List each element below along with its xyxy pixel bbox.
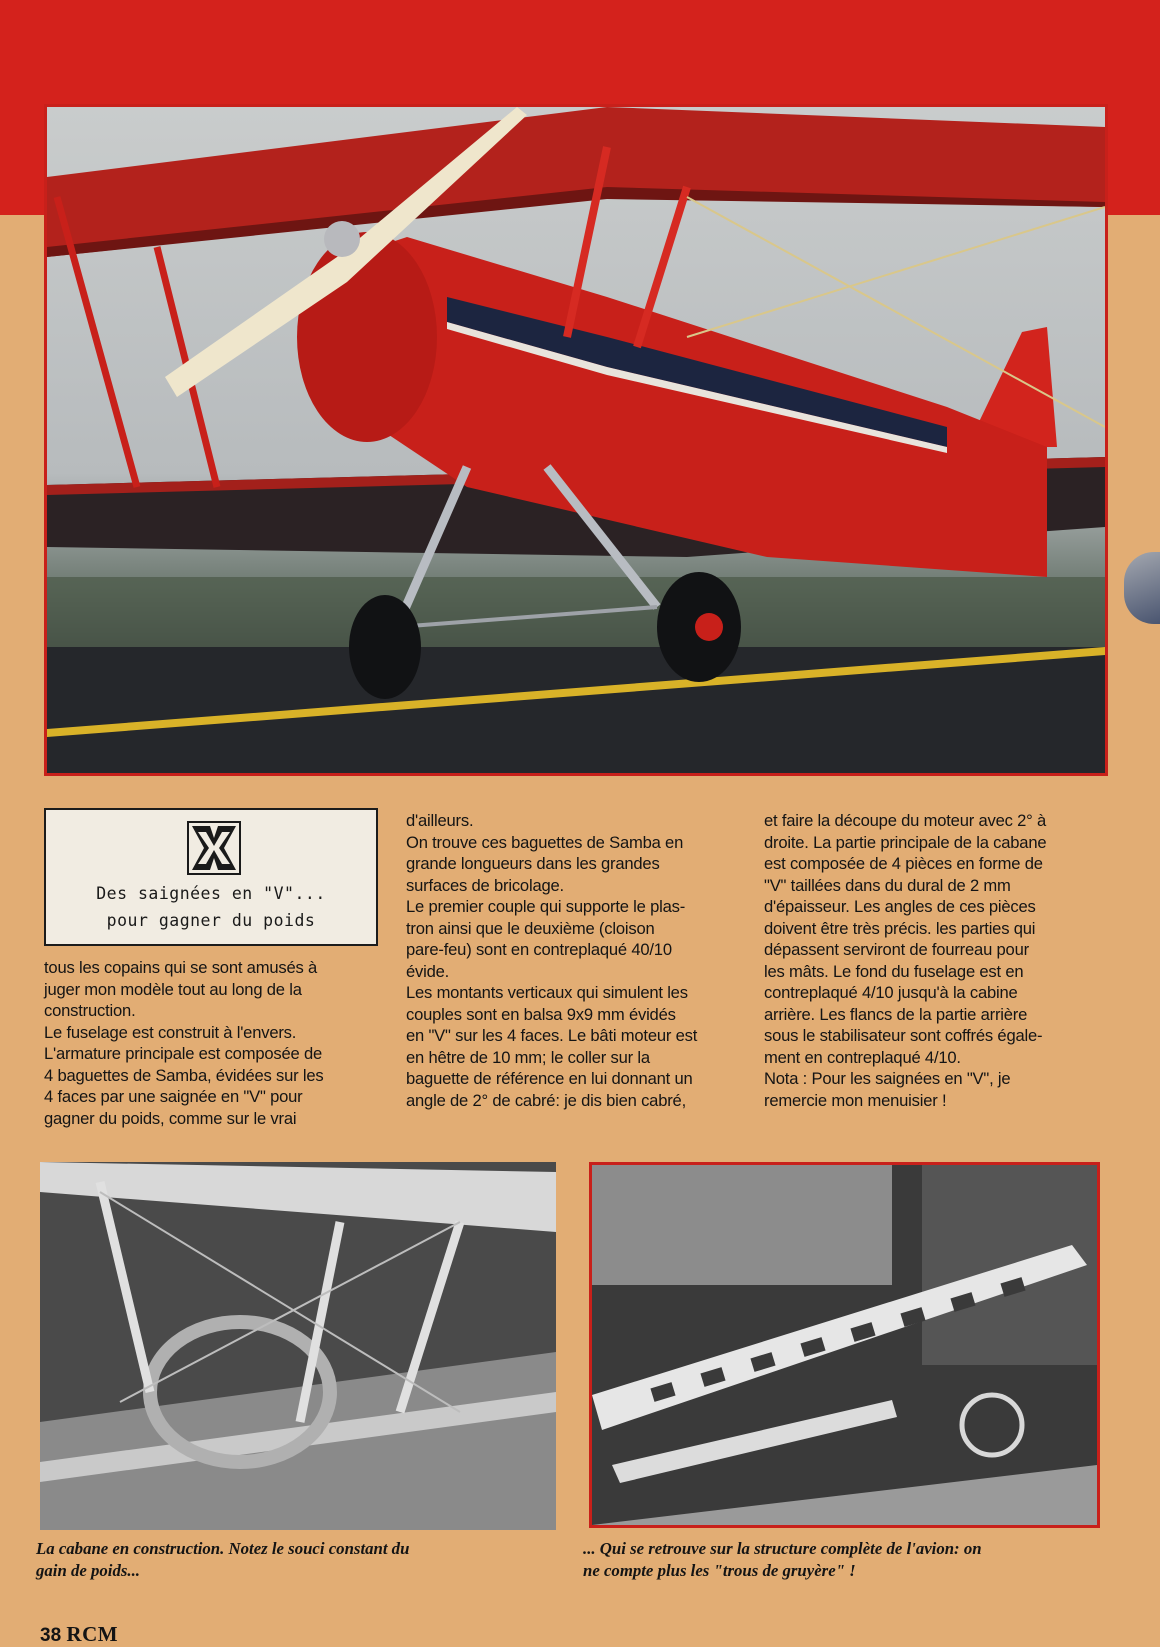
pull-quote-line2: pour gagner du poids [106,911,316,930]
x-icon [186,820,242,876]
page-number: 38 [40,1625,62,1646]
hero-photo-biplane [44,104,1108,776]
page-edge-tab [1124,552,1160,624]
text-column-1: tous les copains qui se sont amusés à juger mon modèle tout au long de la construction. Le fuselage est construit à l'envers. L'armature principale est composée de 4 baguettes de Samba, évidées sur les 4 faces par une saignée en "V" pour gagner du poids, comme sur le vrai [44,958,324,1128]
pull-quote-text [46,880,376,934]
page-folio [40,1622,118,1647]
structure-illustration [592,1165,1097,1525]
pull-quote-box [44,808,378,946]
magazine-name: RCM [66,1622,119,1646]
text-column-2: d'ailleurs. On trouve ces baguettes de Samba en grande longueurs dans les grandes surfaces de bricolage. Le premier couple qui supporte le plas- tron ainsi que le deuxième (cloison pare-feu) sont en contreplaqué 40/10 évide. Les montants verticaux qui simulent les couples sont en balsa 9x9 mm évidés en "V" sur les 4 faces. Le bâti moteur est en hêtre de 10 mm; le coller sur la baguette de référence en lui donnant un angle de 2° de cabré: je dis bien cabré, [406,811,698,1110]
pull-quote-line1: Des saignées en "V"... [96,884,326,903]
caption-right: ... Qui se retrouve sur la structure complète de l'avion: on ne compte plus les "trous de gruyère" ! [583,1539,982,1580]
photo-structure-complete [589,1162,1100,1528]
biplane-illustration [47,107,1105,773]
photo-cabane-construction [40,1162,556,1530]
cabane-illustration [40,1162,556,1530]
caption-left: La cabane en construction. Notez le souci constant du gain de poids... [36,1539,410,1580]
text-column-3: et faire la découpe du moteur avec 2° à droite. La partie principale de la cabane est composée de 4 pièces en forme de "V" taillées dans du dural de 2 mm d'épaisseur. Les angles de ces pièces doivent être très précis. les parties qui dépassent serviront de fourreau pour les mâts. Le fond du fuselage est en contreplaqué 4/10 jusqu'à la cabine arrière. Les flancs de la partie arrière sous le stabilisateur sont coffrés égale- ment en contreplaqué 4/10. Nota : Pour les saignées en "V", je remercie mon menuisier ! [764,811,1047,1110]
